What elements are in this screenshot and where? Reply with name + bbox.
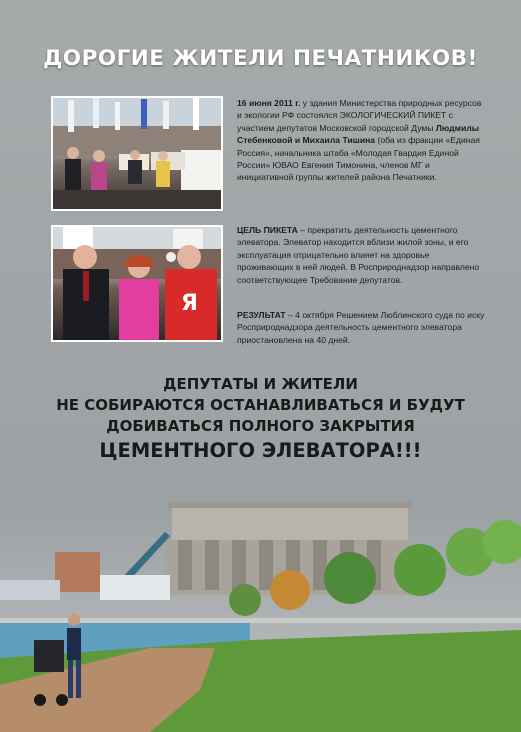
page-headline: ДОРОГИЕ ЖИТЕЛИ ПЕЧАТНИКОВ! — [43, 46, 478, 71]
slogan-line-4: ЦЕМЕНТНОГО ЭЛЕВАТОРА!!! — [99, 439, 422, 462]
shirt-letter: Я — [181, 291, 198, 316]
paragraph-goal — [237, 224, 487, 286]
picket-photo-deputies — [51, 225, 223, 342]
slogan-line-2: НЕ СОБИРАЮТСЯ ОСТАНАВЛИВАТЬСЯ И БУДУТ — [56, 396, 465, 414]
picket-photo-crowd — [51, 96, 223, 211]
deputy-names: Людмилы Стебенковой и Михаила Тишина — [237, 122, 480, 146]
goal-text: – прекратить деятельность цементного элеватора. Элеватор находится вблизи жилой зоны, и его эксплуатация отрицательно влияет на здоровье проживающих в ней людей. В Росприроднадзор направлено соответствующее Требование депутатов. — [237, 225, 480, 285]
slogan-line-1: ДЕПУТАТЫ И ЖИТЕЛИ — [163, 375, 358, 393]
picket-crowd-illustration — [53, 98, 221, 209]
event-text-1: у здания Министерства природных ресурсов и экологии РФ состоялся ЭКОЛОГИЧЕСКИЙ ПИКЕТ с участием депутатов Московской городской Думы — [237, 98, 482, 133]
deputies-illustration — [53, 227, 221, 340]
event-date: 16 июня 2011 г. — [237, 98, 301, 108]
result-label: РЕЗУЛЬТАТ — [237, 310, 286, 320]
cement-elevator-landscape — [0, 480, 521, 732]
paragraph-event — [237, 97, 487, 184]
event-text-2: (оба из фракции «Единая Россия», начальника штаба «Молодая Гвардия Единой России» ЮВАО Евгения Тимонина, членов МГ и инициативной группы жителей района Печатники. — [237, 135, 480, 183]
result-text: – 4 октября Решением Люблинского суда по иску Росприроднадзора деятельность цементного элеватора приостановлена на 40 дней. — [237, 310, 485, 345]
paragraph-result — [237, 309, 487, 346]
goal-label: ЦЕЛЬ ПИКЕТА — [237, 225, 298, 235]
slogan-line-3: ДОБИВАТЬСЯ ПОЛНОГО ЗАКРЫТИЯ — [106, 417, 415, 435]
